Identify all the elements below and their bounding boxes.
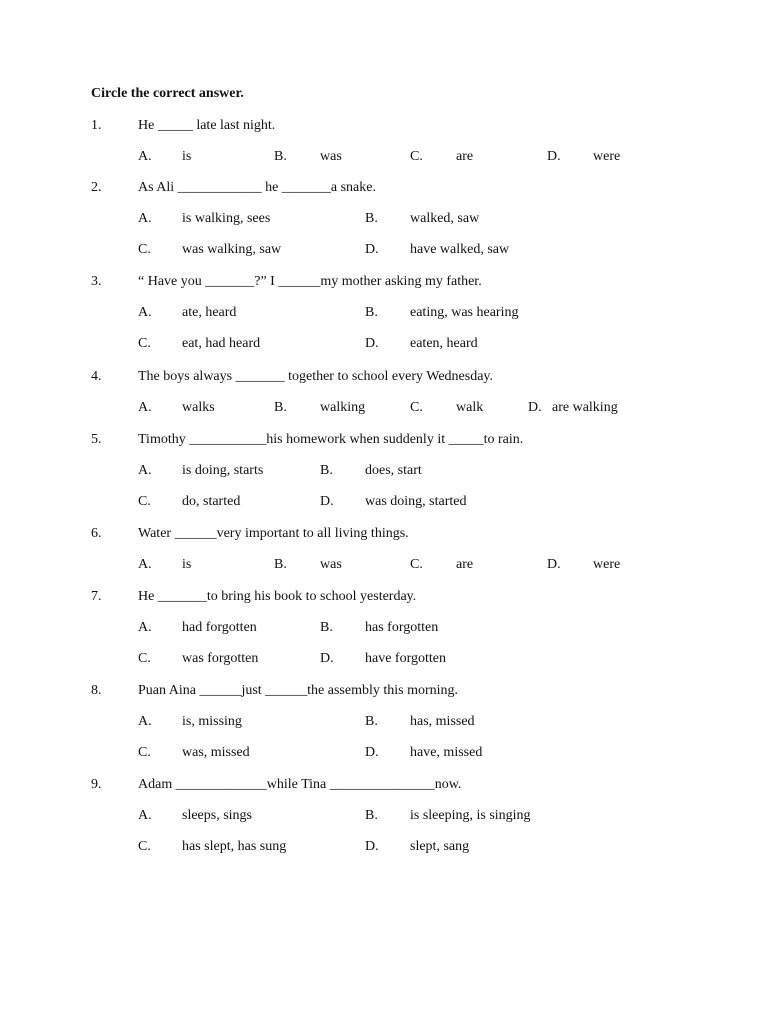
option-letter: D. [547, 149, 561, 164]
option-text: walked, saw [410, 211, 480, 226]
option-text: were [593, 557, 621, 572]
option-text: walks [182, 400, 215, 415]
option-letter: A. [138, 463, 152, 478]
option-letter: B. [274, 149, 287, 164]
option-text: are [456, 149, 474, 164]
option-letter: D. [547, 557, 561, 572]
option-letter: D. [365, 839, 379, 854]
option-letter: C. [138, 336, 151, 351]
option-letter: D. [320, 651, 334, 666]
question-stem: Puan Aina ______just ______the assembly this morning. [138, 683, 459, 698]
question-number: 1. [91, 118, 102, 133]
option-letter: B. [365, 714, 378, 729]
option-text: is [182, 557, 192, 572]
option-letter: A. [138, 714, 152, 729]
option-text: slept, sang [410, 839, 470, 854]
question-number: 9. [91, 777, 102, 792]
option-text: ate, heard [182, 305, 237, 320]
option-text: is doing, starts [182, 463, 264, 478]
option-letter: D. [365, 745, 379, 760]
question-stem: He _______to bring his book to school yesterday. [138, 589, 417, 604]
option-text: does, start [365, 463, 422, 478]
option-text: have walked, saw [410, 242, 510, 257]
option-text: was [320, 557, 342, 572]
option-letter: B. [320, 620, 333, 635]
option-letter: A. [138, 305, 152, 320]
option-text: have, missed [410, 745, 483, 760]
option-text: eating, was hearing [410, 305, 519, 320]
question-stem: “ Have you _______?” I ______my mother asking my father. [138, 274, 482, 289]
question-number: 6. [91, 526, 102, 541]
question-stem: He _____ late last night. [138, 118, 276, 133]
option-text: walking [320, 400, 366, 415]
option-text: was [320, 149, 342, 164]
option-letter: C. [138, 242, 151, 257]
option-letter: C. [410, 557, 423, 572]
option-letter: B. [365, 211, 378, 226]
question-number: 7. [91, 589, 102, 604]
option-text: are [456, 557, 474, 572]
option-text: had forgotten [182, 620, 257, 635]
question-number: 2. [91, 180, 102, 195]
option-letter: B. [365, 808, 378, 823]
option-text: were [593, 149, 621, 164]
option-letter: A. [138, 557, 152, 572]
option-letter: A. [138, 400, 152, 415]
question-number: 5. [91, 432, 102, 447]
option-letter: C. [138, 651, 151, 666]
option-letter: D. [528, 400, 542, 415]
option-text: sleeps, sings [182, 808, 252, 823]
option-letter: D. [320, 494, 334, 509]
option-text: walk [456, 400, 484, 415]
option-text: is [182, 149, 192, 164]
option-text: was, missed [182, 745, 250, 760]
option-text: eaten, heard [410, 336, 478, 351]
worksheet-title: Circle the correct answer. [91, 86, 244, 101]
option-letter: C. [410, 149, 423, 164]
option-letter: A. [138, 620, 152, 635]
question-number: 4. [91, 369, 102, 384]
option-letter: C. [138, 745, 151, 760]
option-text: eat, had heard [182, 336, 261, 351]
option-letter: B. [320, 463, 333, 478]
option-letter: C. [138, 494, 151, 509]
option-text: have forgotten [365, 651, 446, 666]
option-text: is, missing [182, 714, 242, 729]
option-text: was doing, started [365, 494, 467, 509]
option-text: has slept, has sung [182, 839, 287, 854]
option-letter: B. [274, 400, 287, 415]
option-letter: C. [138, 839, 151, 854]
option-letter: B. [365, 305, 378, 320]
option-text: are walking [552, 400, 618, 415]
option-letter: B. [274, 557, 287, 572]
question-number: 8. [91, 683, 102, 698]
question-stem: Water ______very important to all living things. [138, 526, 409, 541]
option-text: was forgotten [182, 651, 259, 666]
question-stem: The boys always _______ together to school every Wednesday. [138, 369, 494, 384]
option-letter: C. [410, 400, 423, 415]
option-letter: A. [138, 149, 152, 164]
question-stem: Adam _____________while Tina _______________now. [138, 777, 462, 792]
option-text: is walking, sees [182, 211, 271, 226]
option-text: has forgotten [365, 620, 439, 635]
option-text: has, missed [410, 714, 475, 729]
option-text: do, started [182, 494, 241, 509]
question-stem: As Ali ____________ he _______a snake. [138, 180, 376, 195]
option-letter: D. [365, 336, 379, 351]
option-text: is sleeping, is singing [410, 808, 531, 823]
option-text: was walking, saw [182, 242, 282, 257]
option-letter: D. [365, 242, 379, 257]
option-letter: A. [138, 211, 152, 226]
question-stem: Timothy ___________his homework when suddenly it _____to rain. [138, 432, 524, 447]
question-number: 3. [91, 274, 102, 289]
option-letter: A. [138, 808, 152, 823]
